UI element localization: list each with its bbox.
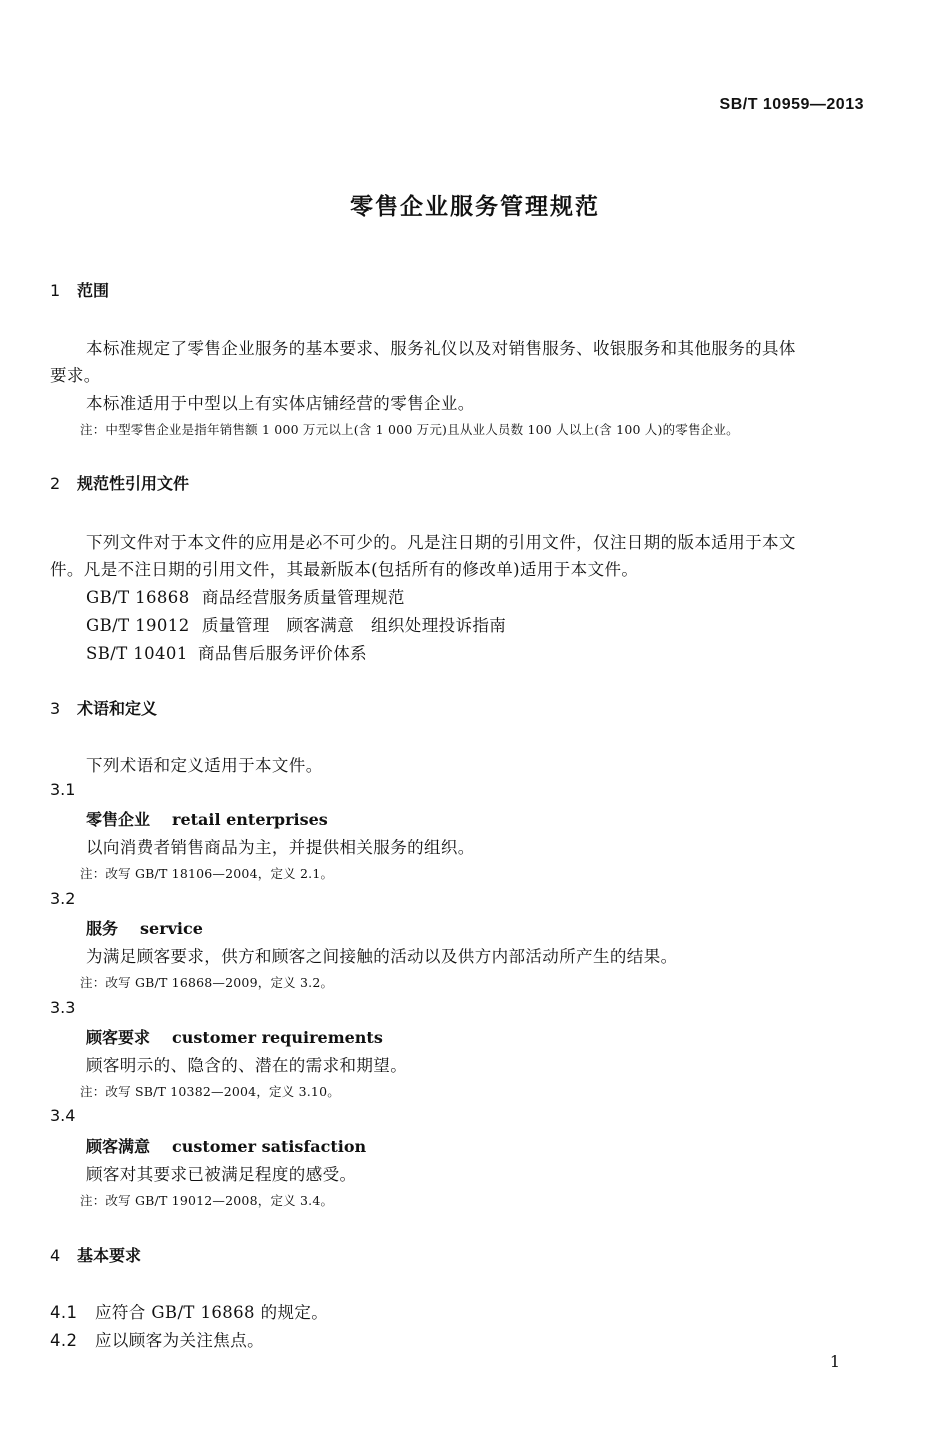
term-definition: 为满足顾客要求，供方和顾客之间接触的活动以及供方内部活动所产生的结果。 [86,947,678,966]
section-title: 术语和定义 [77,699,158,718]
section-1-heading [50,278,109,301]
term-number: 3.3 [50,998,76,1017]
term-en: service [140,919,203,938]
section-title: 基本要求 [77,1246,142,1265]
requirement-text: 应符合 GB/T 16868 的规定。 [95,1303,329,1322]
term-definition: 以向消费者销售商品为主，并提供相关服务的组织。 [86,838,475,857]
reference-item [86,640,367,664]
term-note: 注：改写 GB/T 19012—2008，定义 3.4。 [80,1193,334,1208]
section-title: 规范性引用文件 [77,474,190,493]
requirement-number: 4.2 [50,1331,78,1350]
term-zh: 顾客满意 [86,1137,151,1156]
term-note: 注：改写 SB/T 10382—2004，定义 3.10。 [80,1084,340,1099]
scope-note: 注：中型零售企业是指年销售额 1 000 万元以上(含 1 000 万元)且从业人员数 100 人以上(含 100 人)的零售企业。 [80,422,739,437]
reference-title: 商品经营服务质量管理规范 [202,588,405,607]
term-en: retail enterprises [172,810,328,829]
reference-code: GB/T 19012 [86,616,190,635]
section-number: 4 [50,1246,61,1265]
term-en: customer requirements [172,1028,383,1047]
scope-paragraph-line-2: 要求。 [50,366,101,385]
term-number: 3.2 [50,889,76,908]
section-number: 2 [50,474,61,493]
refs-paragraph-line-1: 下列文件对于本文件的应用是必不可少的。凡是注日期的引用文件，仅注日期的版本适用于本文 [86,533,796,552]
requirement-item [50,1327,264,1351]
requirement-item [50,1299,328,1323]
term-number: 3.1 [50,780,76,799]
term-zh: 零售企业 [86,810,151,829]
reference-item [86,584,405,608]
terms-intro: 下列术语和定义适用于本文件。 [86,756,323,775]
document-title: 零售企业服务管理规范 [350,194,600,220]
term-heading [86,916,203,939]
requirement-number: 4.1 [50,1303,78,1322]
term-definition: 顾客对其要求已被满足程度的感受。 [86,1165,357,1184]
term-note: 注：改写 GB/T 16868—2009，定义 3.2。 [80,975,334,990]
term-definition: 顾客明示的、隐含的、潜在的需求和期望。 [86,1056,408,1075]
section-2-heading [50,471,189,494]
term-heading [86,1025,383,1048]
term-heading [86,1134,366,1157]
reference-title: 商品售后服务评价体系 [198,644,367,663]
section-number: 3 [50,699,61,718]
reference-item [86,612,506,636]
section-3-heading [50,696,157,719]
term-zh: 服务 [86,919,119,938]
section-number: 1 [50,281,61,300]
section-4-heading [50,1243,141,1266]
reference-code: GB/T 16868 [86,588,190,607]
term-zh: 顾客要求 [86,1028,151,1047]
reference-title: 质量管理 顾客满意 组织处理投诉指南 [202,616,507,635]
term-heading [86,807,328,830]
term-number: 3.4 [50,1106,76,1125]
refs-paragraph-line-2: 件。凡是不注日期的引用文件，其最新版本(包括所有的修改单)适用于本文件。 [50,560,639,579]
reference-code: SB/T 10401 [86,644,188,663]
term-en: customer satisfaction [172,1137,367,1156]
term-note: 注：改写 GB/T 18106—2004，定义 2.1。 [80,866,334,881]
requirement-text: 应以顾客为关注焦点。 [95,1331,264,1350]
section-title: 范围 [77,281,110,300]
scope-paragraph-line-1: 本标准规定了零售企业服务的基本要求、服务礼仪以及对销售服务、收银服务和其他服务的具体 [86,339,796,358]
page-number: 1 [829,1352,840,1371]
scope-applicability: 本标准适用于中型以上有实体店铺经营的零售企业。 [86,394,475,413]
document-number: SB/T 10959—2013 [719,96,864,113]
